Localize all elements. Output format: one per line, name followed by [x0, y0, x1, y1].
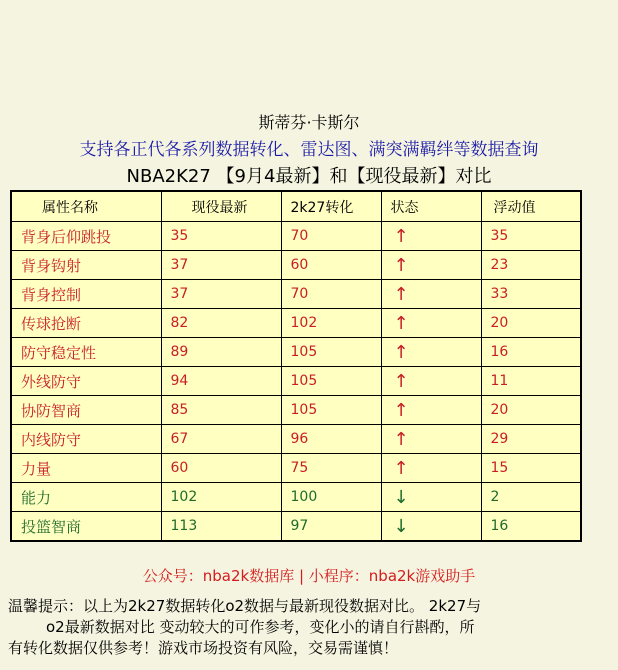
attribute-name-cell: 协防智商 — [11, 396, 161, 425]
column-header-delta: 浮动值 — [481, 191, 581, 222]
contact-info: 公众号：nba2k数据库 | 小程序：nba2k游戏助手 — [142, 567, 476, 585]
converted-value-cell: 96 — [281, 425, 381, 454]
column-header-converted: 2k27转化 — [281, 191, 381, 222]
status-arrow-cell: ↑ — [381, 367, 481, 396]
converted-value-cell: 60 — [281, 251, 381, 280]
current-value-cell: 89 — [161, 338, 281, 367]
delta-value-cell: 20 — [481, 396, 581, 425]
current-value-cell: 67 — [161, 425, 281, 454]
converted-value-cell: 105 — [281, 367, 381, 396]
converted-value-cell: 70 — [281, 280, 381, 309]
table-row — [11, 483, 581, 512]
converted-value-cell: 105 — [281, 396, 381, 425]
table-row — [11, 425, 581, 454]
attribute-name-cell: 背身控制 — [11, 280, 161, 309]
status-arrow-cell: ↑ — [381, 338, 481, 367]
delta-value-cell: 35 — [481, 222, 581, 251]
delta-value-cell: 15 — [481, 454, 581, 483]
comparison-title: NBA2K27 【9月4最新】和【现役最新】对比 — [126, 166, 492, 187]
table-row — [11, 280, 581, 309]
converted-value-cell: 75 — [281, 454, 381, 483]
current-value-cell: 37 — [161, 280, 281, 309]
status-arrow-cell: ↑ — [381, 280, 481, 309]
table-row — [11, 396, 581, 425]
column-header-current: 现役最新 — [161, 191, 281, 222]
delta-value-cell: 16 — [481, 338, 581, 367]
status-arrow-cell: ↑ — [381, 309, 481, 338]
table-row — [11, 512, 581, 542]
current-value-cell: 85 — [161, 396, 281, 425]
status-arrow-cell: ↓ — [381, 512, 481, 542]
delta-value-cell: 2 — [481, 483, 581, 512]
delta-value-cell: 23 — [481, 251, 581, 280]
current-value-cell: 94 — [161, 367, 281, 396]
delta-value-cell: 11 — [481, 367, 581, 396]
current-value-cell: 60 — [161, 454, 281, 483]
delta-value-cell: 29 — [481, 425, 581, 454]
converted-value-cell: 102 — [281, 309, 381, 338]
current-value-cell: 82 — [161, 309, 281, 338]
table-row — [11, 222, 581, 251]
table-row — [11, 251, 581, 280]
table-row — [11, 309, 581, 338]
table-body — [11, 222, 581, 542]
tip-text — [8, 596, 608, 659]
attribute-name-cell: 内线防守 — [11, 425, 161, 454]
attribute-name-cell: 外线防守 — [11, 367, 161, 396]
attribute-name-cell: 投篮智商 — [11, 512, 161, 542]
attribute-name-cell: 背身钩射 — [11, 251, 161, 280]
converted-value-cell: 70 — [281, 222, 381, 251]
attribute-name-cell: 背身后仰跳投 — [11, 222, 161, 251]
player-name: 斯蒂芬·卡斯尔 — [258, 113, 360, 132]
delta-value-cell: 33 — [481, 280, 581, 309]
tip-line: 有转化数据仅供参考！游戏市场投资有风险，交易需谨慎！ — [8, 639, 399, 657]
converted-value-cell: 97 — [281, 512, 381, 542]
delta-value-cell: 16 — [481, 512, 581, 542]
current-value-cell: 113 — [161, 512, 281, 542]
status-arrow-cell: ↑ — [381, 251, 481, 280]
table-row — [11, 454, 581, 483]
table-row — [11, 338, 581, 367]
attribute-name-cell: 力量 — [11, 454, 161, 483]
feature-subtitle: 支持各正代各系列数据转化、雷达图、满突满羁绊等数据查询 — [79, 140, 539, 160]
tip-line: o2最新数据对比 变动较大的可作参考，变化小的请自行斟酌，所 — [46, 618, 475, 636]
status-arrow-cell: ↑ — [381, 222, 481, 251]
current-value-cell: 35 — [161, 222, 281, 251]
status-arrow-cell: ↑ — [381, 396, 481, 425]
current-value-cell: 102 — [161, 483, 281, 512]
status-arrow-cell: ↑ — [381, 454, 481, 483]
status-arrow-cell: ↓ — [381, 483, 481, 512]
converted-value-cell: 100 — [281, 483, 381, 512]
table-header-row — [11, 191, 581, 222]
table-row — [11, 367, 581, 396]
attribute-name-cell: 能力 — [11, 483, 161, 512]
column-header-status: 状态 — [381, 191, 481, 222]
converted-value-cell: 105 — [281, 338, 381, 367]
delta-value-cell: 20 — [481, 309, 581, 338]
tip-line: 温馨提示：以上为2k27数据转化o2数据与最新现役数据对比。 2k27与 — [8, 597, 482, 615]
status-arrow-cell: ↑ — [381, 425, 481, 454]
current-value-cell: 37 — [161, 251, 281, 280]
column-header-attribute: 属性名称 — [11, 191, 161, 222]
attribute-name-cell: 传球抢断 — [11, 309, 161, 338]
attribute-name-cell: 防守稳定性 — [11, 338, 161, 367]
attribute-comparison-table — [10, 190, 582, 542]
